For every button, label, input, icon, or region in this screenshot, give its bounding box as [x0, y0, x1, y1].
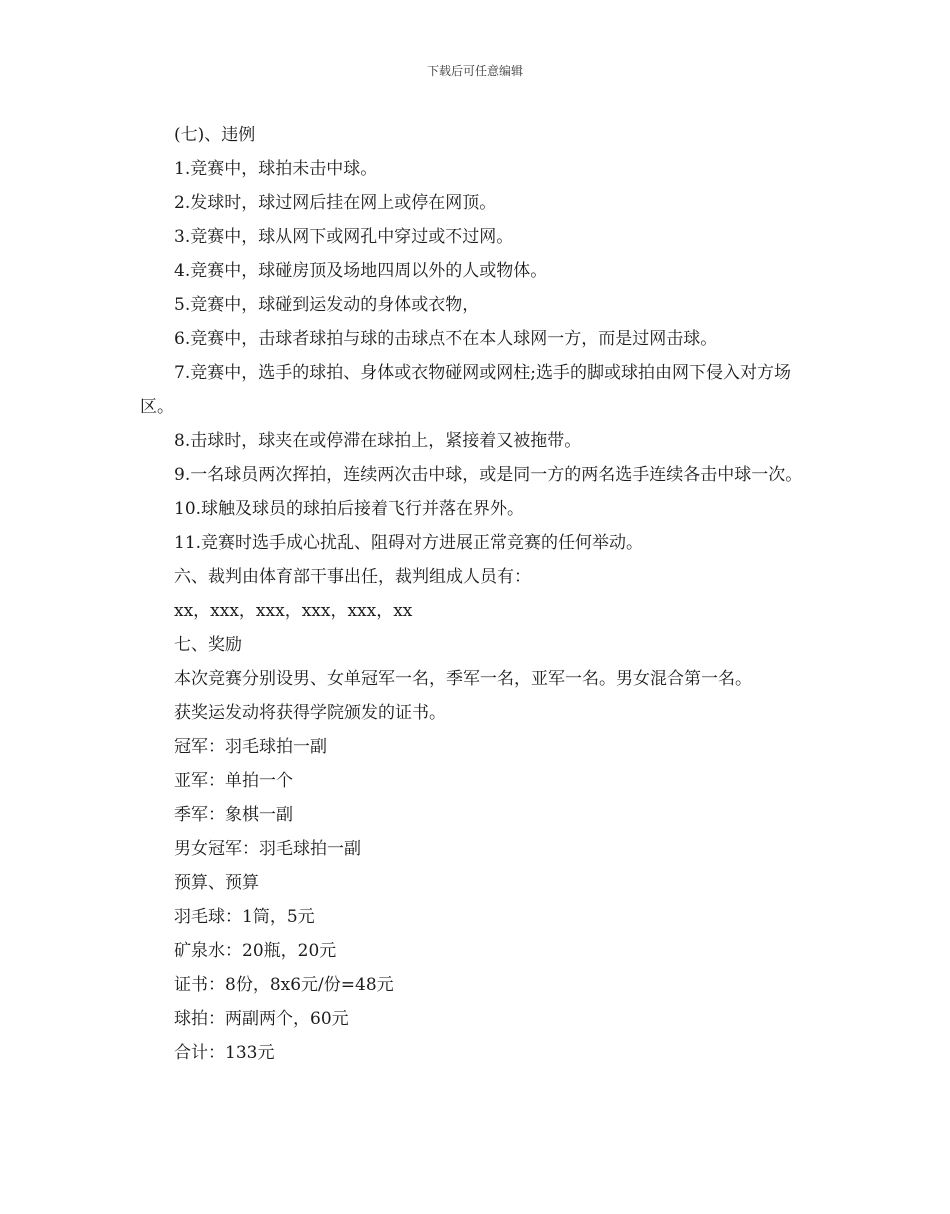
- award-item: 冠军：羽毛球拍一副: [174, 737, 327, 757]
- list-item: 2.发球时，球过网后挂在网上或停在网顶。: [174, 193, 497, 213]
- budget-item: 证书：8份，8x6元/份=48元: [174, 975, 394, 995]
- list-item: 1.竞赛中，球拍未击中球。: [174, 159, 378, 179]
- list-item: 10.球触及球员的球拍后接着飞行并落在界外。: [174, 499, 525, 519]
- referee-names: xx，xxx，xxx，xxx，xxx，xx: [174, 601, 413, 621]
- budget-total: 合计：133元: [174, 1043, 275, 1063]
- list-item: 7.竞赛中，选手的球拍、身体或衣物碰网或网柱;选手的脚或球拍由网下侵入对方场区。: [140, 363, 791, 417]
- list-item: 5.竞赛中，球碰到运发动的身体或衣物，: [174, 295, 480, 315]
- budget-item: 矿泉水：20瓶，20元: [174, 941, 337, 961]
- award-item: 男女冠军：羽毛球拍一副: [174, 839, 361, 859]
- award-item: 季军：象棋一副: [174, 805, 293, 825]
- award-item: 亚军：单拍一个: [174, 771, 293, 791]
- section-heading-awards: 七、奖励: [174, 635, 242, 655]
- section-heading-referees: 六、裁判由体育部干事出任，裁判组成人员有：: [174, 567, 531, 587]
- budget-item: 球拍：两副两个，60元: [174, 1009, 349, 1029]
- award-description: 本次竞赛分别设男、女单冠军一名，季军一名，亚军一名。男女混合第一名。: [174, 669, 752, 689]
- list-item: 3.竞赛中，球从网下或网孔中穿过或不过网。: [174, 227, 514, 247]
- award-certificate-note: 获奖运发动将获得学院颁发的证书。: [174, 703, 446, 723]
- list-item: 4.竞赛中，球碰房顶及场地四周以外的人或物体。: [174, 261, 548, 281]
- section-heading-violations: (七)、违例: [174, 125, 256, 145]
- budget-item: 羽毛球：1筒，5元: [174, 907, 315, 927]
- section-heading-budget: 预算、预算: [174, 873, 259, 893]
- list-item: 6.竞赛中，击球者球拍与球的击球点不在本人球网一方，而是过网击球。: [174, 329, 718, 349]
- list-item: 9.一名球员两次挥拍，连续两次击中球，或是同一方的两名选手连续各击中球一次。: [174, 465, 803, 485]
- list-item: 11.竞赛时选手成心扰乱、阻碍对方进展正常竞赛的任何举动。: [174, 533, 644, 553]
- list-item: 8.击球时，球夹在或停滞在球拍上，紧接着又被拖带。: [174, 431, 582, 451]
- document-body: [140, 118, 820, 1070]
- page-header-note: 下载后可任意编辑: [426, 64, 523, 78]
